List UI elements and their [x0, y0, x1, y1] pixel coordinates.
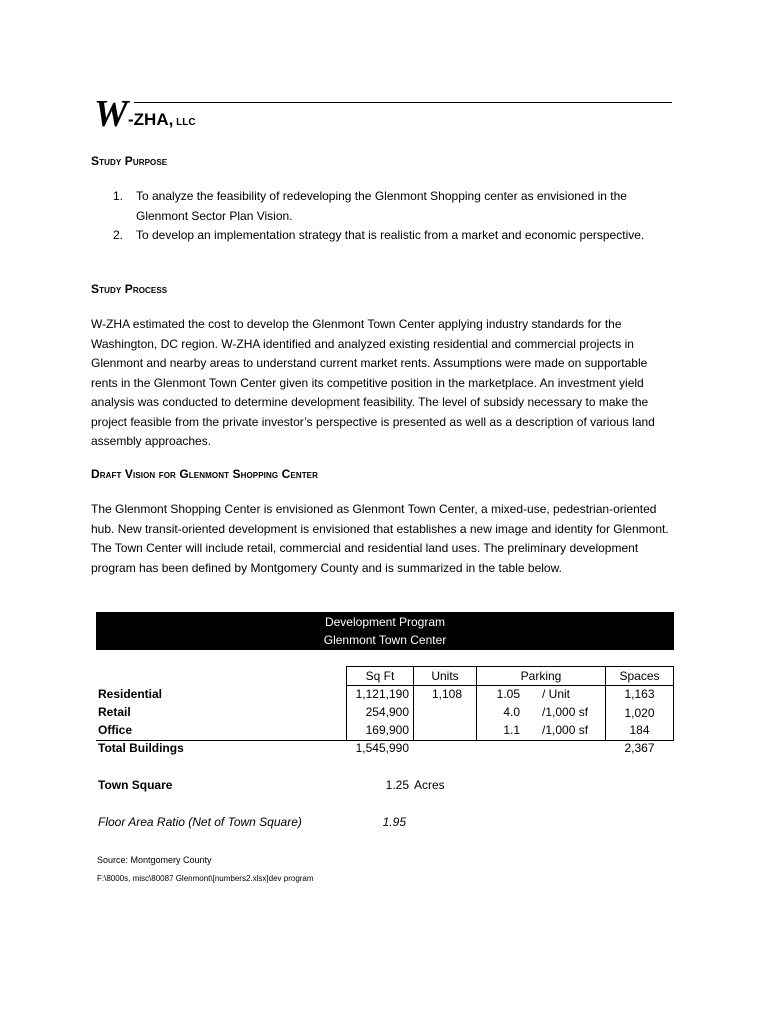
row-label-residential: Residential — [98, 687, 163, 701]
col-header-sqft: Sq Ft — [365, 669, 395, 683]
study-process-heading: Study Process — [91, 282, 168, 296]
cell-sqft: 1,121,190 — [355, 687, 409, 701]
cell-spaces: 1,163 — [624, 687, 655, 701]
town-square-value: 1.25 — [385, 778, 409, 792]
cell-sqft: 169,900 — [365, 723, 409, 737]
far-label: Floor Area Ratio (Net of Town Square) — [98, 815, 302, 829]
cell-parking-per: / Unit — [542, 687, 571, 701]
row-label-total: Total Buildings — [98, 741, 184, 755]
town-square-label: Town Square — [98, 778, 173, 792]
cell-parking-per: /1,000 sf — [542, 723, 589, 737]
study-process-paragraph: W-ZHA estimated the cost to develop the Glenmont Town Center applying industry standards for the Washington, DC region. W-ZHA identified and analyzed existing residential and commercial projects in Glenmont and nearby areas to understand current market rents. Assumptions were made on supportable rents in the Glenmont Town Center given its competitive position in the marketplace. An investment yield analysis was conducted to determine development feasibility. The level of subsidy necessary to make the project feasible from the private investor’s perspective is presented as well as a description of various land assembly approaches. — [91, 317, 655, 448]
cell-spaces: 184 — [629, 723, 650, 737]
source-note: Source: Montgomery County — [97, 855, 212, 865]
study-purpose-heading: Study Purpose — [91, 154, 168, 168]
purpose-item: 1. To analyze the feasibility of redeveloping the Glenmont Shopping center as envisioned in the Glenmont Sector Plan Vision. — [113, 189, 627, 223]
cell-parking-ratio: 4.0 — [503, 705, 520, 719]
cell-parking-ratio: 1.05 — [496, 687, 520, 701]
file-path-note: F:\8000s, misc\80087 Glenmont\[numbers2.xlsx]dev program — [97, 874, 314, 883]
table-title-bar — [96, 612, 674, 650]
logo-text: -ZHA, LLC — [128, 110, 196, 129]
cell-total-sqft: 1,545,990 — [355, 741, 409, 755]
purpose-list — [91, 187, 671, 246]
cell-spaces: 1,020 — [624, 706, 655, 720]
row-label-office: Office — [98, 723, 133, 737]
col-header-units: Units — [431, 669, 459, 683]
col-header-spaces: Spaces — [619, 669, 660, 683]
header-rule — [134, 102, 672, 103]
cell-parking-per: /1,000 sf — [542, 705, 589, 719]
col-header-parking: Parking — [520, 669, 562, 683]
row-label-retail: Retail — [98, 705, 131, 719]
purpose-item: 2. To develop an implementation strategy that is realistic from a market and economic perspective. — [113, 228, 645, 242]
draft-vision-paragraph: The Glenmont Shopping Center is envisioned as Glenmont Town Center, a mixed-use, pedestrian-oriented hub. New transit-oriented development is envisioned that establishes a new image and identity for Glenmont. The Town Center will include retail, commercial and residential land uses. The preliminary development program has been defined by Montgomery County and is summarized in the table below. — [91, 502, 669, 575]
draft-vision-heading: Draft Vision for Glenmont Shopping Center — [91, 467, 318, 481]
cell-units: 1,108 — [431, 687, 462, 701]
cell-sqft: 254,900 — [365, 705, 409, 719]
table-subtitle: Glenmont Town Center — [323, 633, 447, 647]
logo-w-mark: W — [94, 93, 125, 135]
cell-total-spaces: 2,367 — [624, 741, 655, 755]
far-value: 1.95 — [382, 815, 406, 829]
table-title: Development Program — [324, 615, 446, 629]
cell-parking-ratio: 1.1 — [503, 723, 520, 737]
town-square-unit: Acres — [414, 778, 445, 792]
